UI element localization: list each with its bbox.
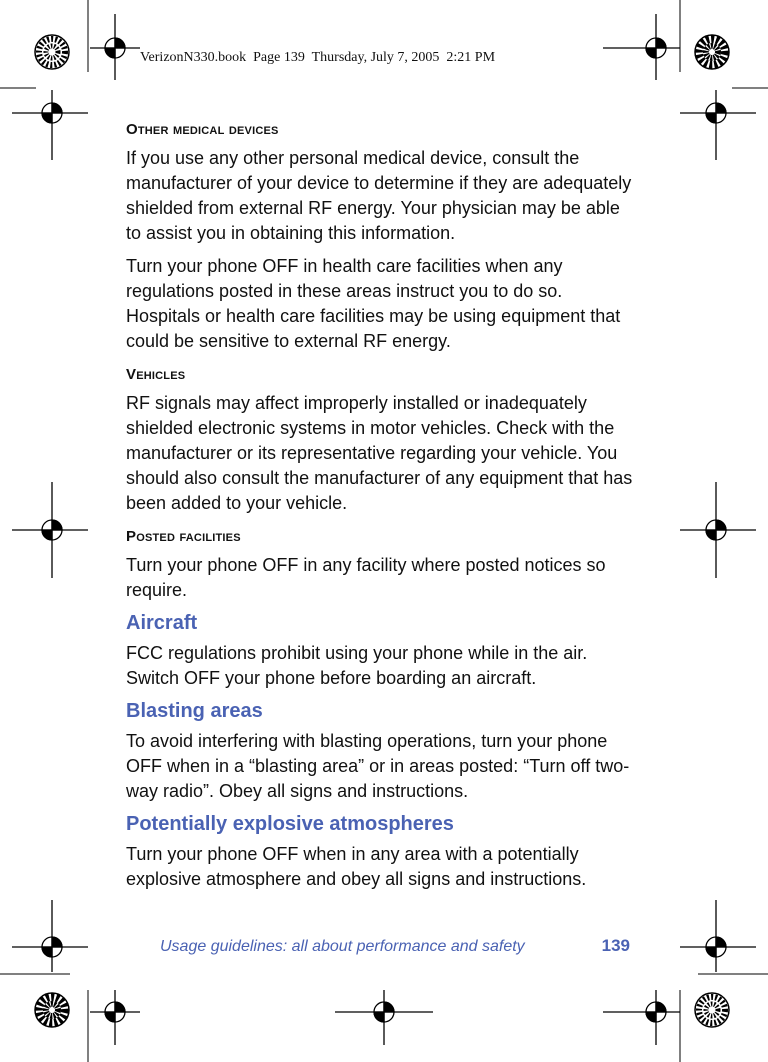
paragraph-explosive-atmospheres: Turn your phone OFF when in any area with a potentially explosive atmosphere and obey all signs and instructions.: [126, 844, 587, 889]
registration-mark-right-lower: [680, 900, 756, 972]
page-number: 139: [601, 936, 630, 955]
star-target-bottom-left: [35, 993, 69, 1027]
paragraph-vehicles: RF signals may affect improperly installed or inadequately shielded electronic systems in motor vehicles. Check with the manufacturer or its representative regarding your vehicle. You should also consult the manufacturer of any equipment that has been added to your vehicle.: [126, 393, 633, 513]
registration-mark-right-middle: [680, 482, 756, 578]
subheading-aircraft: Aircraft: [126, 612, 198, 634]
paragraph-posted-facilities: Turn your phone OFF in any facility where posted notices so require.: [126, 555, 606, 600]
registration-mark-right-upper: [680, 90, 756, 160]
paragraph-other-medical-1: If you use any other personal medical device, consult the manufacturer of your device to determine if they are adequately shielded from external RF energy. Your physician may be able to assist you in obtaining this information.: [126, 148, 632, 243]
subheading-explosive-atmospheres: Potentially explosive atmospheres: [126, 813, 454, 835]
page-footer: [160, 936, 630, 956]
paragraph-aircraft: FCC regulations prohibit using your phone while in the air. Switch OFF your phone before boarding an aircraft.: [126, 643, 588, 688]
registration-mark-bottom-left: [90, 990, 140, 1045]
star-target-bottom-right: [695, 993, 729, 1027]
footer-chapter-title: Usage guidelines: all about performance and safety: [160, 938, 525, 955]
subheading-blasting-areas: Blasting areas: [126, 700, 263, 722]
registration-mark-top-right: [603, 14, 680, 80]
registration-mark-bottom-right: [603, 990, 680, 1045]
registration-mark-left-upper: [12, 90, 88, 160]
registration-mark-bottom-center: [335, 990, 433, 1045]
registration-mark-left-lower: [12, 900, 88, 972]
print-header-stamp: VerizonN330.book Page 139 Thursday, July 7, 2005 2:21 PM: [140, 50, 496, 65]
section-heading-posted-facilities: Posted facilities: [126, 528, 241, 545]
main-content: [126, 121, 634, 900]
star-target-top-right: [695, 35, 729, 69]
registration-mark-left-middle: [12, 482, 88, 578]
section-heading-vehicles: Vehicles: [126, 366, 186, 383]
star-target-top-left: [35, 35, 69, 69]
paragraph-blasting-areas: To avoid interfering with blasting operations, turn your phone OFF when in a “blasting area” or in areas posted: “Turn off two-way radio”. Obey all signs and instructions.: [126, 731, 630, 801]
section-heading-other-medical-devices: Other medical devices: [126, 121, 279, 138]
paragraph-other-medical-2: Turn your phone OFF in health care facilities when any regulations posted in these areas instruct you to do so. Hospitals or health care facilities may be using equipment that could be sensitive to external RF energy.: [126, 256, 621, 351]
registration-mark-top-left: [90, 14, 140, 80]
